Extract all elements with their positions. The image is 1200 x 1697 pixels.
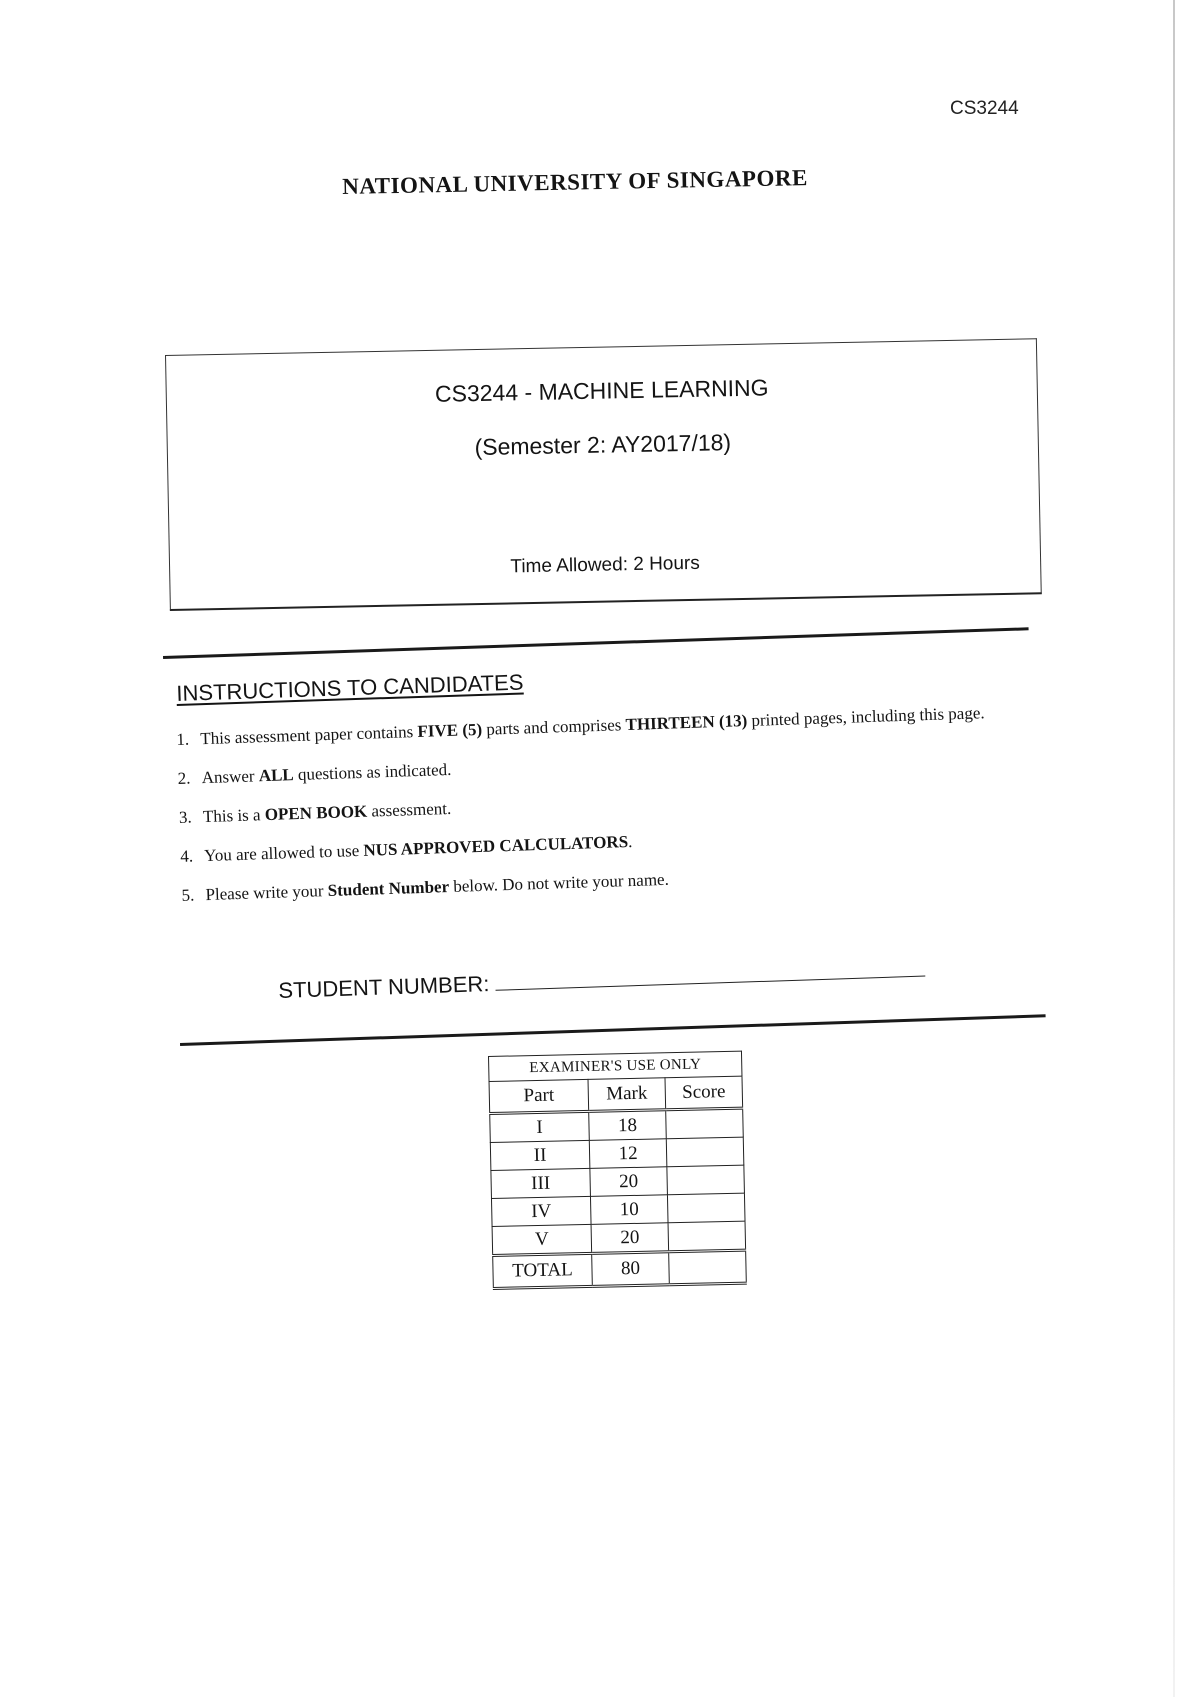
part-cell: V <box>492 1224 592 1255</box>
score-cell[interactable] <box>666 1108 744 1139</box>
time-allowed: Time Allowed: 2 Hours <box>510 552 700 578</box>
instruction-emphasis: NUS APPROVED CALCULATORS <box>363 832 629 860</box>
instruction-emphasis: FIVE (5) <box>417 719 483 741</box>
mark-cell: 20 <box>590 1167 668 1197</box>
divider-rule-top <box>163 627 1029 659</box>
instruction-number: 5. <box>181 885 195 905</box>
part-cell: III <box>491 1168 591 1198</box>
mark-cell: 20 <box>591 1223 669 1254</box>
course-title-box <box>165 338 1042 611</box>
examiner-table-wrap <box>488 1051 747 1290</box>
instruction-number: 1. <box>176 729 190 749</box>
scan-edge-shadow <box>1173 0 1175 1697</box>
university-name: NATIONAL UNIVERSITY OF SINGAPORE <box>342 165 809 199</box>
header-course-code: CS3244 <box>950 98 1019 119</box>
instruction-emphasis: Student Number <box>327 877 450 901</box>
instruction-number: 2. <box>177 768 191 788</box>
total-score-cell[interactable] <box>669 1250 747 1285</box>
score-cell[interactable] <box>667 1165 745 1195</box>
total-mark: 80 <box>592 1252 670 1287</box>
instruction-text: assessment. <box>366 798 452 821</box>
instructions-list <box>176 699 1062 923</box>
instruction-text: This assessment paper contains <box>200 722 418 749</box>
mark-cell: 10 <box>590 1195 668 1225</box>
total-row <box>493 1250 747 1288</box>
instruction-text: You are allowed to use <box>203 840 364 866</box>
instructions-heading: INSTRUCTIONS TO CANDIDATES <box>176 669 524 706</box>
column-header-mark: Mark <box>588 1078 666 1112</box>
mark-cell: 12 <box>589 1139 667 1169</box>
student-number-field <box>278 957 926 1004</box>
column-header-score: Score <box>665 1076 743 1110</box>
score-cell[interactable] <box>668 1221 746 1252</box>
student-number-write-line[interactable] <box>495 958 925 991</box>
examiner-table <box>488 1051 747 1290</box>
instruction-emphasis: THIRTEEN (13) <box>625 711 748 735</box>
examiner-table-caption: EXAMINER'S USE ONLY <box>489 1051 742 1081</box>
instruction-text: Please write your <box>205 881 329 905</box>
instruction-text: printed pages, including this page. <box>746 703 985 731</box>
score-cell[interactable] <box>667 1193 745 1223</box>
instruction-text: questions as indicated. <box>293 759 452 785</box>
instruction-text: below. Do not write your name. <box>448 869 670 897</box>
instruction-number: 3. <box>178 807 193 827</box>
course-title: CS3244 - MACHINE LEARNING <box>434 374 769 407</box>
student-number-label: STUDENT NUMBER: <box>278 971 490 1003</box>
instruction-text: This is a <box>202 805 266 827</box>
instruction-number: 4. <box>179 846 194 866</box>
instruction-text: Answer <box>201 766 260 788</box>
mark-cell: 18 <box>589 1110 667 1141</box>
part-cell: IV <box>491 1196 591 1226</box>
instruction-text: parts and comprises <box>481 715 626 739</box>
score-cell[interactable] <box>666 1137 744 1167</box>
instruction-text: . <box>627 831 633 852</box>
total-label: TOTAL <box>493 1253 593 1288</box>
instruction-emphasis: OPEN BOOK <box>264 801 368 825</box>
part-cell: II <box>490 1140 590 1170</box>
semester-label: (Semester 2: AY2017/18) <box>474 429 732 461</box>
instruction-emphasis: ALL <box>258 765 295 786</box>
part-cell: I <box>490 1111 590 1142</box>
divider-rule-bottom <box>180 1014 1046 1046</box>
column-header-part: Part <box>489 1079 589 1113</box>
